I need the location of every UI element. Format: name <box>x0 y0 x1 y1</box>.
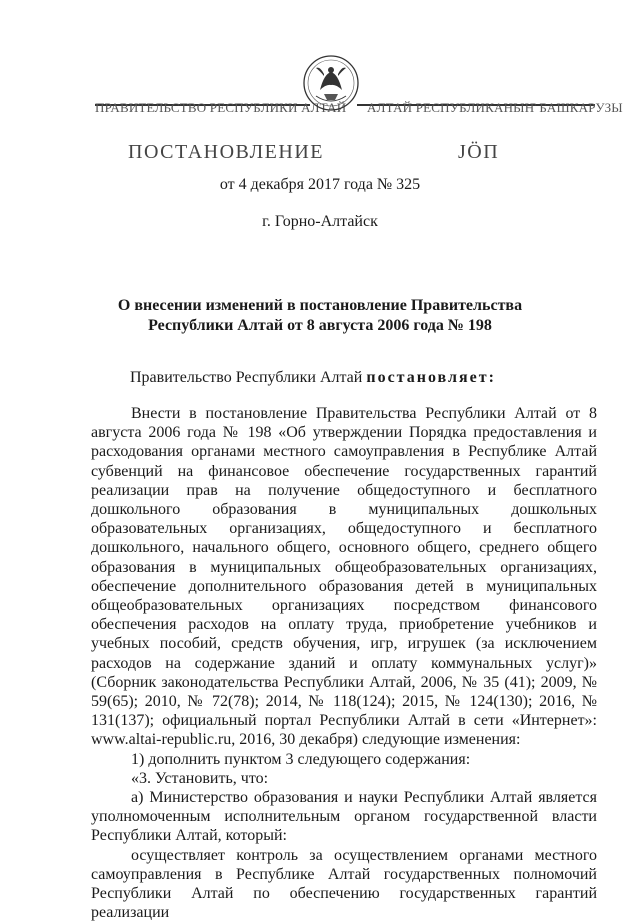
header-org-altai: АЛТАЙ РЕСПУБЛИКАНЫҤ БАШКАРУЗЫ <box>367 100 623 115</box>
body-paragraph-4: а) Министерство образования и науки Республики Алтай является уполномоченным исполнительным органом государственной власти Республики Алтай, который: <box>91 789 597 845</box>
decree-statement <box>130 369 496 387</box>
body-paragraph-3: «3. Установить, что: <box>131 769 269 787</box>
decree-verb: постановляет: <box>366 369 496 386</box>
title-line-1: О внесении изменений в постановление Правительства <box>117 297 523 314</box>
body-paragraph-1: Внести в постановление Правительства Республики Алтай от 8 августа 2006 года № 198 «Об утверждении Порядка предоставления и расходования органами местного самоуправления в Республике Алтай субвенций на финансовое обеспечение государственных гарантий реализации прав на получение общедоступного и бесплатного дошкольного образования в муниципальных дошкольных образовательных организациях, общедоступного и бесплатного дошкольного, начального общего, основного общего, среднего общего образования в муниципальных общеобразовательных организациях, обеспечение дополнительного образования детей в муниципальных общеобразовательных организациях посредством финансового обеспечения расходов на оплату труда, приобретение учебников и учебных пособий, средств обучения, игр, игрушек (за исключением расходов на содержание зданий и оплату коммунальных услуг)» (Сборник законодательства Республики Алтай, 2006, № 35 (41); 2009, № 59(65); 2010, № 72(78); 2014, № 118(124); 2015, № 124(130); 2016, № 131(137); официальный портал Республики Алтай в сети «Интернет»: www.altai-republic.ru, 2016, 30 декабря) следующие изменения: <box>91 405 597 749</box>
body-paragraph-2: 1) дополнить пунктом 3 следующего содержания: <box>131 750 471 768</box>
document-header <box>0 0 640 163</box>
document-body <box>91 404 597 922</box>
document-type-altai: JÖП <box>458 141 500 163</box>
body-paragraph-5: осуществляет контроль за осуществлением органами местного самоуправления в Республике Алтай государственных полномочий Республики Алтай по обеспечению государственных гарантий реализации <box>91 846 597 922</box>
document-city: г. Горно-Алтайск <box>262 213 378 230</box>
document-type: ПОСТАНОВЛЕНИЕ <box>128 141 324 163</box>
document-title <box>100 296 540 336</box>
coat-of-arms-icon <box>302 54 360 112</box>
title-line-2: Республики Алтай от 8 августа 2006 года № 198 <box>148 317 492 334</box>
header-org-russian: ПРАВИТЕЛЬСТВО РЕСПУБЛИКИ АЛТАЙ <box>95 100 347 115</box>
document-date: от 4 декабря 2017 года № 325 <box>219 176 421 193</box>
decree-prefix: Правительство Республики Алтай <box>130 369 363 386</box>
